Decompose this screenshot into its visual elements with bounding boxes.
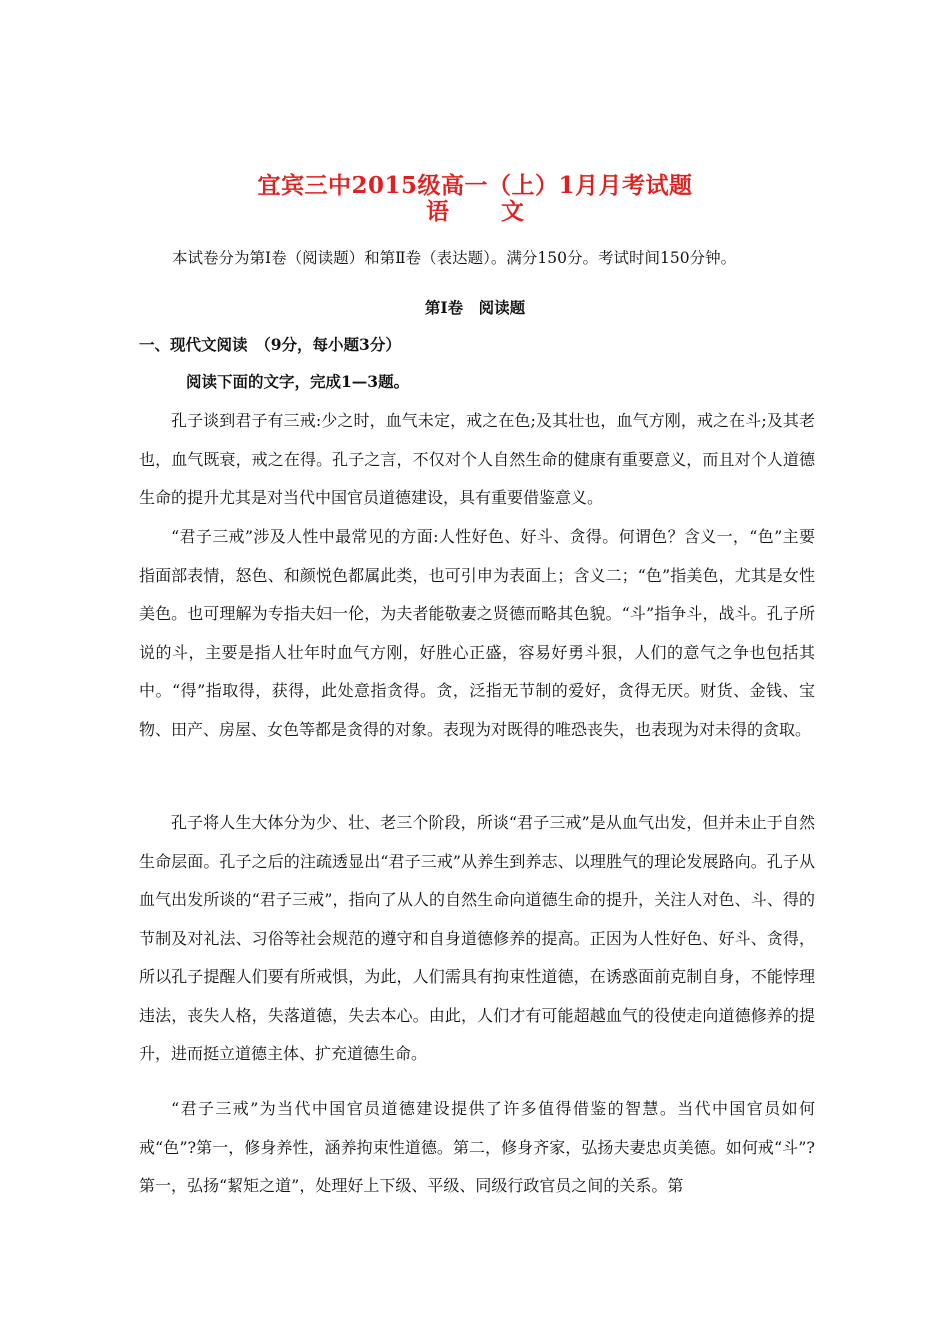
exam-intro: 本试卷分为第Ⅰ卷（阅读题）和第Ⅱ卷（表达题）。满分150分。考试时间150分钟。 [172, 249, 737, 267]
passage-paragraph-3: 孔子将人生大体分为少、壮、老三个阶段，所谈“君子三戒”是从血气出发，但并未止于自然生命层面。孔子之后的注疏透显出“君子三戒”从养生到养志、以理胜气的理论发展路向。孔子从血气出发所谈的“君子三戒”，指向了从人的自然生命向道德生命的提升，关注人对色、斗、得的节制及对礼法、习俗等社会规范的遵守和自身道德修养的提高。正因为人性好色、好斗、贪得，所以孔子提醒人们要有所戒惧，为此，人们需具有拘束性道德，在诱惑面前克制自身，不能悖理违法，丧失人格，失落道德，失去本心。由此，人们才有可能超越血气的役使走向道德修养的提升，进而挺立道德主体、扩充道德生命。 [139, 813, 815, 1063]
passage-paragraph-4: “君子三戒”为当代中国官员道德建设提供了许多值得借鉴的智慧。当代中国官员如何戒“色”?第一，修身养性，涵养拘束性道德。第二，修身齐家，弘扬夫妻忠贞美德。如何戒“斗”?第一，弘扬“絜矩之道”，处理好上下级、平级、同级行政官员之间的关系。第 [139, 1099, 815, 1195]
volume-heading: 第Ⅰ卷 阅读题 [424, 298, 526, 317]
subject-title: 语 文 [425, 198, 546, 225]
section-heading: 一、现代文阅读 （9分，每小题3分） [139, 335, 401, 354]
passage-paragraph-2: “君子三戒”涉及人性中最常见的方面:人性好色、好斗、贪得。何谓色？含义一，“色”主要指面部表情，怒色、和颜悦色都属此类，也可引申为表面上；含义二；“色”指美色，尤其是女性美色。也可理解为专指夫妇一伦，为夫者能敬妻之贤德而略其色貌。“斗”指争斗，战斗。孔子所说的斗，主要是指人壮年时血气方刚，好胜心正盛，容易好勇斗狠，人们的意气之争也包括其中。“得”指取得，获得，此处意指贪得。贪，泛指无节制的爱好，贪得无厌。财货、金钱、宝物、田产、房屋、女色等都是贪得的对象。表现为对既得的唯恐丧失，也表现为对未得的贪取。 [139, 527, 815, 739]
exam-title: 宜宾三中2015级高一（上）1月月考试题 [257, 172, 693, 199]
reading-instruction: 阅读下面的文字，完成1—3题。 [186, 372, 410, 391]
passage-paragraph-1: 孔子谈到君子有三戒:少之时，血气未定，戒之在色;及其壮也，血气方刚，戒之在斗;及其老也，血气既衰，戒之在得。孔子之言，不仅对个人自然生命的健康有重要意义，而且对个人道德生命的提升尤其是对当代中国官员道德建设，具有重要借鉴意义。 [139, 411, 815, 507]
